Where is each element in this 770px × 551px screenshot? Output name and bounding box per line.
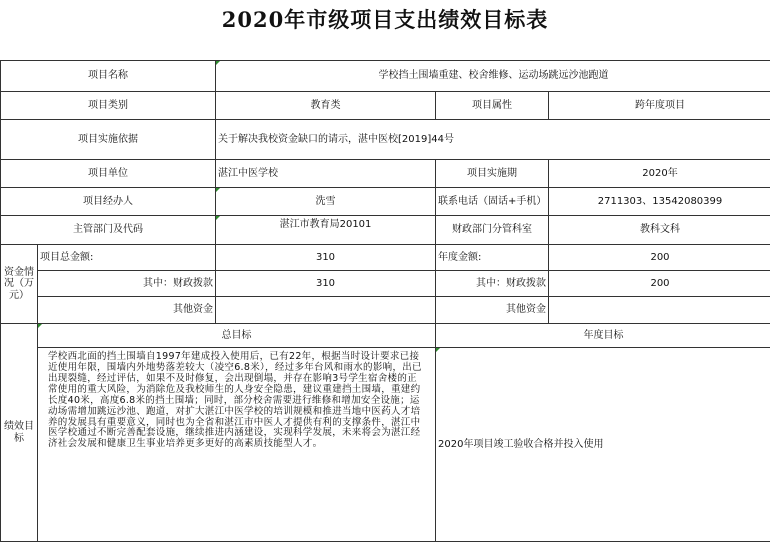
unit-label: 项目单位 <box>1 160 216 188</box>
fiscal-annual-label: 其中：财政拨款 <box>436 271 549 297</box>
other-funds-label: 其他资金 <box>38 297 216 324</box>
basis-value: 关于解决我校资金缺口的请示，湛中医校[2019]44号 <box>216 120 770 160</box>
annual-amount-value: 200 <box>549 245 770 271</box>
period-label: 项目实施期 <box>436 160 549 188</box>
annual-goal-header: 年度目标 <box>436 324 770 348</box>
annual-amount-label: 年度金额: <box>436 245 549 271</box>
contact-label: 联系电话（固话+手机） <box>436 188 549 216</box>
dept-label: 主管部门及代码 <box>1 216 216 245</box>
fiscal-annual-value: 200 <box>549 271 770 297</box>
project-category-label: 项目类别 <box>1 92 216 120</box>
performance-target-table <box>0 60 770 542</box>
manager-value: 洗雪 <box>216 188 436 216</box>
annual-goal-text: 2020年项目竣工验收合格并投入使用 <box>436 348 770 542</box>
finance-dept-label: 财政部门分管科室 <box>436 216 549 245</box>
overall-goal-text: 学校西北面的挡土围墙自1997年建成投入使用后，已有22年，根据当时设计要求已接近使用年限，围墙内外地势落差较大（凌空6.8米），经过多年台风和雨水的影响，出已出现裂缝，经过评估，如果不及时修复，会出现倒塌，并存在影响3号学生宿舍楼的正常使用的重大风险，为消除危及我校师生的人身安全隐患，建议重建挡土围墙，重建约长度40米，高度6.8米的挡土围墙；同时，部分校舍需要进行维修和增加安全设施；运动场需增加跳远沙池、跑道，对扩大湛江中医学校的培训规模和推进当地中医药人才培养的发展具有重要意义，同时也为全省和湛江市中医人才提供有利的支撑条件，湛江中医学校通过不断完善配套设施，继续推进内涵建设，实现科学发展，未来将会为湛江经济社会发展和健康卫生事业培养更多更好的高素质技能型人才。 <box>38 348 436 542</box>
project-name-label: 项目名称 <box>1 61 216 92</box>
total-amount-value: 310 <box>216 245 436 271</box>
project-category-value: 教育类 <box>216 92 436 120</box>
project-attribute-label: 项目属性 <box>436 92 549 120</box>
dept-value: 湛江市教育局20101 <box>216 216 436 245</box>
unit-value: 湛江中医学校 <box>216 160 436 188</box>
fiscal-total-label: 其中：财政拨款 <box>38 271 216 297</box>
manager-label: 项目经办人 <box>1 188 216 216</box>
other-funds-total <box>216 297 436 324</box>
goals-group-label: 绩效目标 <box>1 324 38 542</box>
finance-dept-value: 教科文科 <box>549 216 770 245</box>
fiscal-total-value: 310 <box>216 271 436 297</box>
other-annual-label: 其他资金 <box>436 297 549 324</box>
contact-value: 2711303、13542080399 <box>549 188 770 216</box>
page-title: 2020年市级项目支出绩效目标表 <box>221 7 549 32</box>
funds-group-label: 资金情况（万元） <box>1 245 38 324</box>
total-amount-label: 项目总金额: <box>38 245 216 271</box>
project-attribute-value: 跨年度项目 <box>549 92 770 120</box>
period-value: 2020年 <box>549 160 770 188</box>
other-annual-value <box>549 297 770 324</box>
basis-label: 项目实施依据 <box>1 120 216 160</box>
overall-goal-header: 总目标 <box>38 324 436 348</box>
project-name-value: 学校挡土围墙重建、校舍维修、运动场跳远沙池跑道 <box>216 61 770 92</box>
